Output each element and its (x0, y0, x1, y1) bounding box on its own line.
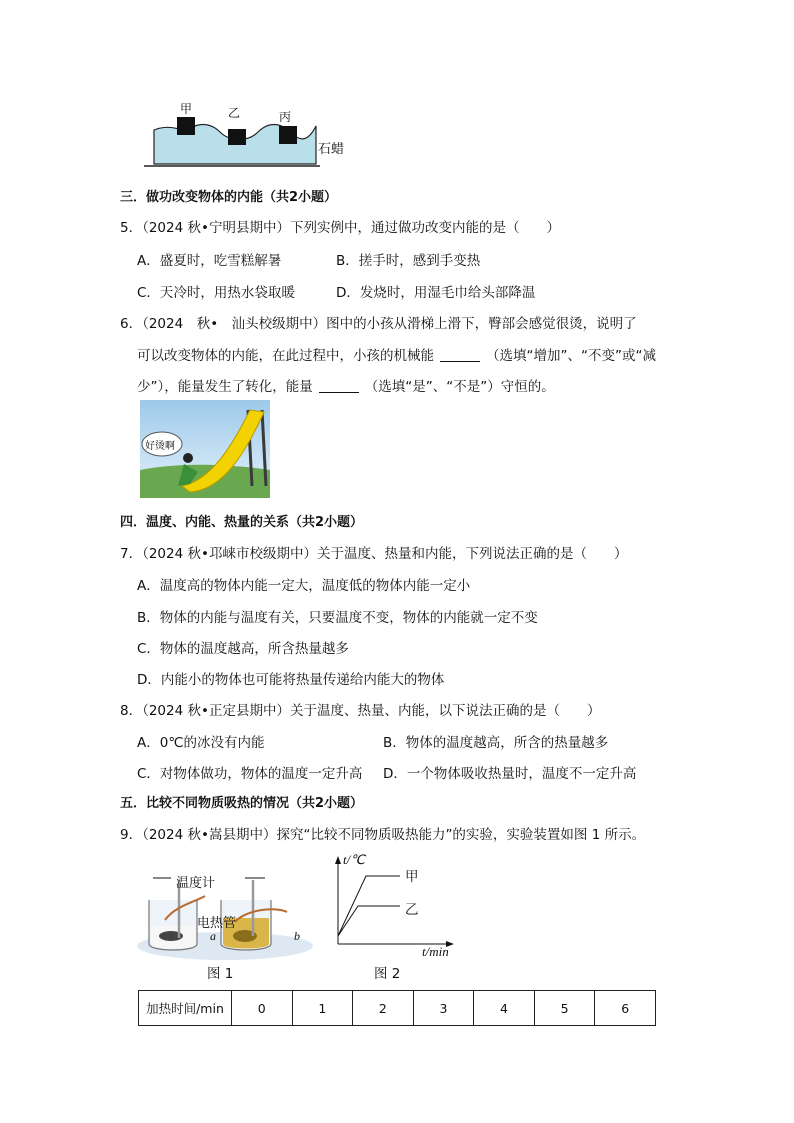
figure-1-caption: 图 1 (207, 966, 234, 982)
q5-option-b: B．搓手时，感到手变热 (336, 253, 481, 269)
question-6-line3 (137, 375, 555, 395)
block-bing (279, 126, 297, 144)
table-cell: 5 (534, 991, 595, 1026)
q7-option-d: D．内能小的物体也可能将热量传递给内能大的物体 (137, 672, 445, 688)
table-cell: 4 (474, 991, 535, 1026)
label-wax: 石蜡 (318, 142, 345, 157)
q5-option-d: D．发烧时，用湿毛巾给头部降温 (336, 285, 536, 301)
q6-blank-1 (440, 349, 480, 362)
q6-blank-2 (319, 380, 359, 393)
q5-option-c: C．天冷时，用热水袋取暖 (137, 285, 295, 301)
label-heater: 电热管 (197, 916, 237, 931)
q8-option-b: B．物体的温度越高，所含的热量越多 (383, 735, 609, 751)
table-cell: 3 (413, 991, 474, 1026)
q6-line2-part-a: 可以改变物体的内能，在此过程中，小孩的机械能 (137, 348, 434, 364)
q6-line3-part-b: （选填“是”、“不是”）守恒的。 (364, 379, 555, 395)
table-cell: 2 (353, 991, 414, 1026)
label-beaker-a: a (210, 929, 216, 943)
label-yi: 乙 (228, 106, 241, 120)
label-thermometer: 温度计 (176, 876, 216, 891)
q8-option-d: D．一个物体吸收热量时，温度不一定升高 (383, 766, 637, 782)
question-7-stem: 7．（2024 秋•邛崃市校级期中）关于温度、热量和内能，下列说法正确的是（ ） (120, 546, 628, 562)
section-4-title: 四．温度、内能、热量的关系（共2小题） (120, 515, 364, 530)
table-cell: 0 (232, 991, 293, 1026)
block-jia (177, 117, 195, 135)
q8-option-c: C．对物体做功，物体的温度一定升高 (137, 766, 363, 782)
heating-time-table (138, 990, 656, 1026)
table-header-cell: 加热时间/min (139, 991, 232, 1026)
q7-option-b: B．物体的内能与温度有关，只要温度不变，物体的内能就一定不变 (137, 610, 538, 626)
series-yi-line (338, 906, 400, 936)
question-5-stem: 5．（2024 秋•宁明县期中）下列实例中，通过做功改变内能的是（ ） (120, 220, 560, 236)
table-row (139, 991, 656, 1026)
q7-option-c: C．物体的温度越高，所含热量越多 (137, 641, 349, 657)
wax-block-figure (140, 96, 360, 172)
table-cell: 6 (595, 991, 656, 1026)
series-yi-label: 乙 (405, 902, 419, 918)
question-6-line1: 6．（2024 秋• 汕头校级期中）图中的小孩从滑梯上滑下，臀部会感觉很烫，说明了 (120, 316, 637, 332)
block-yi (228, 129, 246, 145)
label-jia: 甲 (180, 102, 193, 116)
question-9-stem: 9．（2024 秋•嵩县期中）探究“比较不同物质吸热能力”的实验，实验装置如图 1 所示。 (120, 827, 646, 843)
q5-option-a: A．盛夏时，吃雪糕解暑 (137, 253, 282, 269)
figure-2-graph (330, 854, 460, 954)
question-6-line2 (137, 344, 656, 364)
y-axis-label: t/℃ (343, 852, 365, 867)
section-5-title: 五．比较不同物质吸热的情况（共2小题） (120, 796, 364, 811)
speech-bubble-text: 好烫啊 (145, 441, 175, 452)
label-bing: 丙 (279, 110, 292, 124)
section-3-title: 三．做功改变物体的内能（共2小题） (120, 190, 338, 205)
q6-line3-part-a: 少”），能量发生了转化，能量 (137, 379, 313, 395)
q6-line2-part-b: （选填“增加”、“不变”或“减 (486, 348, 656, 364)
label-beaker-b: b (294, 929, 300, 943)
series-jia-label: 甲 (405, 869, 419, 885)
q8-option-a: A．0℃的冰没有内能 (137, 735, 265, 751)
question-8-stem: 8．（2024 秋•正定县期中）关于温度、热量、内能，以下说法正确的是（ ） (120, 703, 601, 719)
table-cell: 1 (292, 991, 353, 1026)
q7-option-a: A．温度高的物体内能一定大，温度低的物体内能一定小 (137, 578, 471, 594)
x-axis-label: t/min (422, 944, 449, 959)
figure-2-caption: 图 2 (374, 966, 401, 982)
